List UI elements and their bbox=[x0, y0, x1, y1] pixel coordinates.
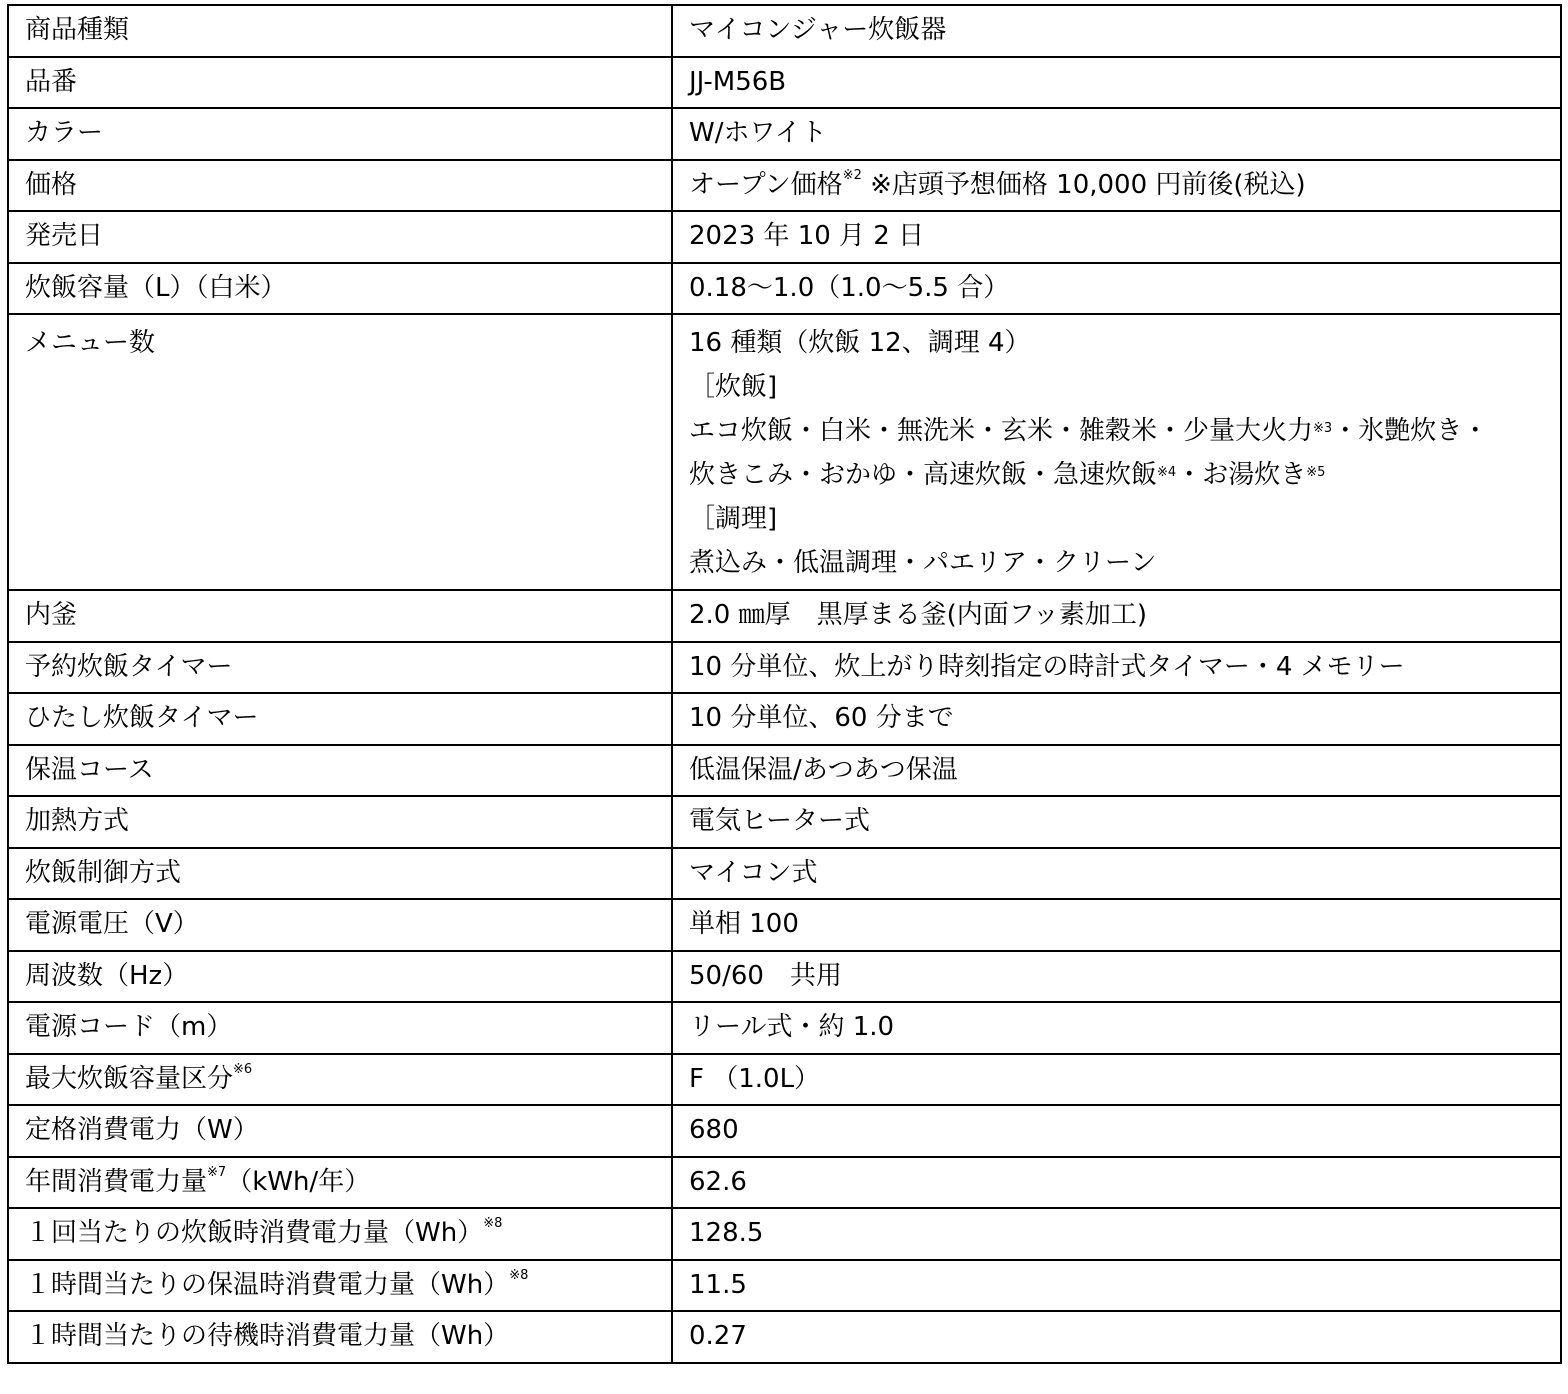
spec-label: 加熱方式 bbox=[8, 796, 672, 848]
table-row bbox=[8, 1208, 1561, 1260]
spec-value: 62.6 bbox=[672, 1157, 1561, 1209]
footnote-mark: ※5 bbox=[1306, 465, 1326, 480]
table-row bbox=[8, 590, 1561, 642]
spec-value: 電気ヒーター式 bbox=[672, 796, 1561, 848]
table-row bbox=[8, 1002, 1561, 1054]
spec-label: 電源コード（m） bbox=[8, 1002, 672, 1054]
spec-value: 0.27 bbox=[672, 1311, 1561, 1363]
spec-value: 低温保温/あつあつ保温 bbox=[672, 745, 1561, 797]
spec-value: マイコン式 bbox=[672, 848, 1561, 900]
table-row bbox=[8, 642, 1561, 694]
table-row bbox=[8, 57, 1561, 109]
spec-label: 周波数（Hz） bbox=[8, 951, 672, 1003]
spec-value: JJ-M56B bbox=[672, 57, 1561, 109]
spec-label: ひたし炊飯タイマー bbox=[8, 693, 672, 745]
table-row bbox=[8, 1054, 1561, 1106]
spec-value bbox=[672, 314, 1561, 590]
table-row bbox=[8, 1157, 1561, 1209]
table-row bbox=[8, 745, 1561, 797]
table-row bbox=[8, 160, 1561, 212]
spec-label: 炊飯容量（L）（白米） bbox=[8, 263, 672, 315]
menu-recipe-header: ［調理] bbox=[689, 504, 778, 534]
menu-cooking-line: 炊きこみ・おかゆ・高速炊飯・急速炊飯$^{※4}$・お湯炊き$^{※5}$ bbox=[689, 460, 1326, 490]
spec-value: 128.5 bbox=[672, 1208, 1561, 1260]
table-row bbox=[8, 899, 1561, 951]
spec-label: 電源電圧（V） bbox=[8, 899, 672, 951]
spec-label: １回当たりの炊飯時消費電力量$(Wh)^{※8}$ bbox=[8, 1208, 672, 1260]
spec-label: 最大炊飯容量区分$^{※6}$ bbox=[8, 1054, 672, 1106]
spec-label: 予約炊飯タイマー bbox=[8, 642, 672, 694]
spec-label: 定格消費電力（W） bbox=[8, 1105, 672, 1157]
spec-value: F （1.0L） bbox=[672, 1054, 1561, 1106]
table-row bbox=[8, 693, 1561, 745]
table-row bbox=[8, 108, 1561, 160]
spec-label: 価格 bbox=[8, 160, 672, 212]
footnote-mark: ※8 bbox=[483, 1216, 503, 1232]
spec-value: 11.5 bbox=[672, 1260, 1561, 1312]
table-row bbox=[8, 5, 1561, 57]
spec-label: 品番 bbox=[8, 57, 672, 109]
spec-label: 保温コース bbox=[8, 745, 672, 797]
menu-recipe-line: 煮込み・低温調理・パエリア・クリーン bbox=[689, 548, 1157, 578]
footnote-mark: ※6 bbox=[233, 1061, 253, 1077]
spec-label: メニュー数 bbox=[8, 314, 672, 590]
footnote-mark: ※4 bbox=[1157, 465, 1177, 480]
footnote-mark: ※7 bbox=[207, 1164, 227, 1180]
spec-value: 単相 100 bbox=[672, 899, 1561, 951]
menu-summary: 16 種類（炊飯 12、調理 4） bbox=[689, 328, 1031, 358]
spec-label: 炊飯制御方式 bbox=[8, 848, 672, 900]
spec-value: W/ホワイト bbox=[672, 108, 1561, 160]
spec-label: １時間当たりの保温時消費電力量$(Wh)^{※8}$ bbox=[8, 1260, 672, 1312]
table-row bbox=[8, 1311, 1561, 1363]
table-row bbox=[8, 796, 1561, 848]
spec-label: 年間消費電力量$^{※7}$（kWh/年） bbox=[8, 1157, 672, 1209]
spec-table bbox=[7, 4, 1562, 1364]
spec-value: 50/60 共用 bbox=[672, 951, 1561, 1003]
spec-value: 2023 年 10 月 2 日 bbox=[672, 211, 1561, 263]
spec-label: 商品種類 bbox=[8, 5, 672, 57]
spec-value: 10 分単位、炊上がり時刻指定の時計式タイマー・4 メモリー bbox=[672, 642, 1561, 694]
table-row bbox=[8, 263, 1561, 315]
spec-label: カラー bbox=[8, 108, 672, 160]
table-row bbox=[8, 314, 1561, 590]
spec-value: 10 分単位、60 分まで bbox=[672, 693, 1561, 745]
table-row bbox=[8, 211, 1561, 263]
spec-value: リール式・約 1.0 bbox=[672, 1002, 1561, 1054]
table-row bbox=[8, 951, 1561, 1003]
table-row bbox=[8, 1105, 1561, 1157]
table-row bbox=[8, 1260, 1561, 1312]
spec-value: 0.18〜1.0（1.0〜5.5 合） bbox=[672, 263, 1561, 315]
footnote-mark: ※3 bbox=[1313, 421, 1333, 436]
spec-value: マイコンジャー炊飯器 bbox=[672, 5, 1561, 57]
spec-value: 680 bbox=[672, 1105, 1561, 1157]
spec-label: １時間当たりの待機時消費電力量（Wh） bbox=[8, 1311, 672, 1363]
spec-label: 発売日 bbox=[8, 211, 672, 263]
table-row bbox=[8, 848, 1561, 900]
spec-value: 2.0 ㎜厚 黒厚まる釜(内面フッ素加工) bbox=[672, 590, 1561, 642]
menu-cooking-header: ［炊飯] bbox=[689, 372, 778, 402]
footnote-mark: ※2 bbox=[842, 167, 862, 183]
spec-label: 内釜 bbox=[8, 590, 672, 642]
spec-value: オープン価格$^{※2}$ ※店頭予想価格 10,000 円前後(税込) bbox=[672, 160, 1561, 212]
menu-cooking-line: エコ炊飯・白米・無洗米・玄米・雑穀米・少量大火力$^{※3}$・氷艶炊き・ bbox=[689, 416, 1489, 446]
footnote-mark: ※8 bbox=[509, 1267, 529, 1283]
